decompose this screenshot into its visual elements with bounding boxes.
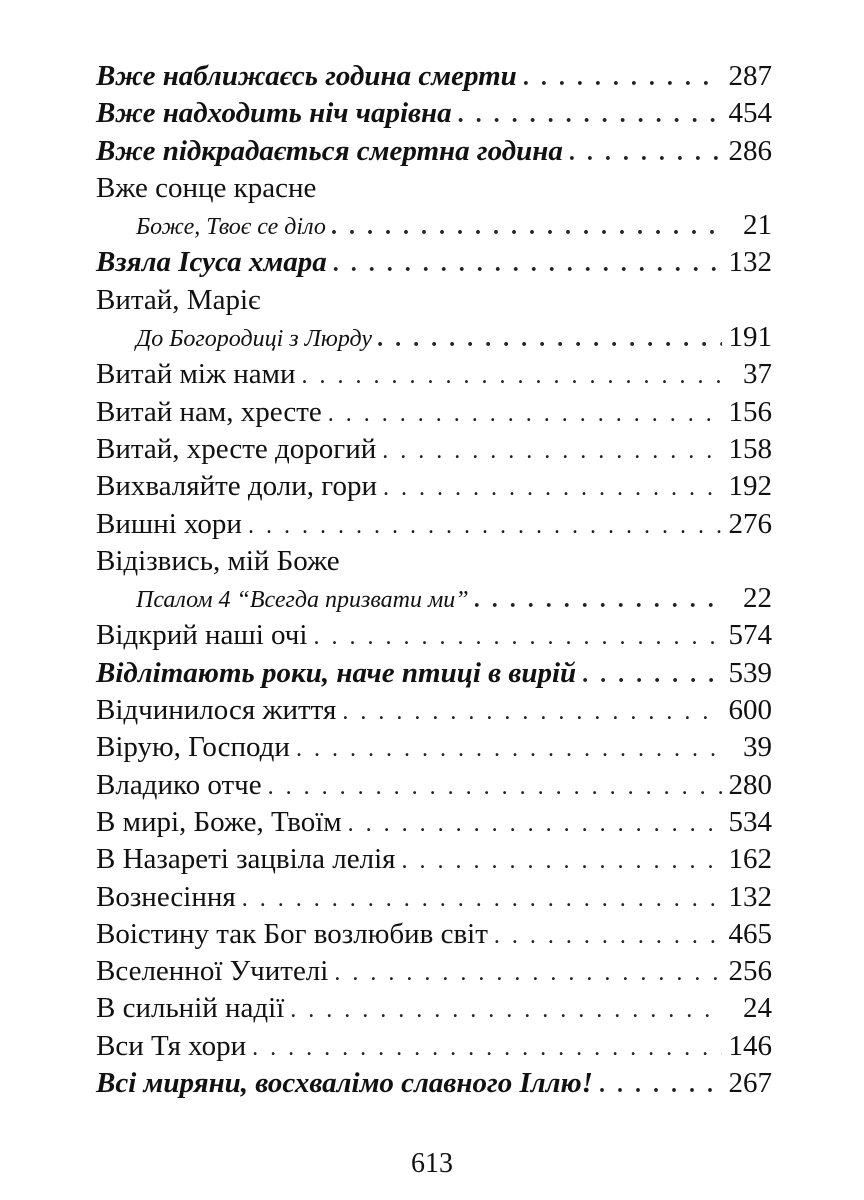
entry-page-number: 24	[743, 992, 772, 1025]
index-entry	[96, 1065, 772, 1102]
index-entry	[96, 356, 772, 393]
dot-leader	[523, 60, 722, 97]
entry-page-number: 192	[728, 470, 772, 503]
entry-title: Вже наближаєсь година смерти	[96, 60, 517, 92]
entry-page-number: 156	[728, 395, 772, 428]
page-number: 613	[411, 1148, 453, 1179]
entry-title: В сильній надії	[96, 992, 285, 1025]
entry-page-number: 21	[743, 209, 772, 242]
entry-page-number: 37	[743, 358, 772, 391]
entry-title: Вихваляйте доли, гори	[96, 470, 377, 503]
entry-title: Вже надходить ніч чарівна	[96, 97, 452, 130]
entry-title: До Богородиці з Люрду	[136, 326, 372, 353]
entry-page-number: 287	[728, 60, 772, 92]
entry-page-number: 454	[728, 97, 772, 130]
entry-page-number: 465	[728, 917, 772, 950]
dot-leader	[342, 694, 722, 731]
entry-title: Взяла Ісуса хмара	[96, 246, 327, 279]
dot-leader	[383, 470, 722, 507]
index-entry	[96, 841, 772, 878]
index-entry	[96, 468, 772, 505]
index-entry	[96, 804, 772, 841]
index-entry	[96, 170, 772, 207]
entry-title: Воістину так Бог возлюбив світ	[96, 917, 488, 950]
dot-leader	[252, 1030, 722, 1067]
dot-leader	[328, 396, 722, 433]
entry-title: Відізвись, мій Боже	[96, 544, 340, 577]
entry-title: Відлітають роки, наче птиці в вирій	[96, 656, 577, 689]
entry-page-number: 534	[728, 805, 772, 838]
index-subentry	[96, 207, 772, 244]
entry-page-number: 191	[728, 321, 772, 354]
dot-leader	[582, 657, 722, 694]
index-entry	[96, 879, 772, 916]
index-entry	[96, 95, 772, 132]
dot-leader	[569, 135, 722, 172]
index-entry	[96, 990, 772, 1027]
index-entry	[96, 58, 772, 95]
entry-title: Витай, Маріє	[96, 283, 261, 316]
entry-title: Відкрий наші очі	[96, 619, 308, 652]
entry-page-number: 276	[728, 507, 772, 540]
entry-title: Витай нам, хресте	[96, 395, 322, 428]
index-entry	[96, 729, 772, 766]
entry-page-number: 286	[728, 134, 772, 167]
entry-page-number: 158	[728, 432, 772, 465]
entry-page-number: 39	[743, 731, 772, 764]
entry-page-number: 280	[728, 768, 772, 801]
dot-leader	[458, 97, 722, 134]
entry-page-number: 267	[728, 1067, 772, 1100]
entry-page-number: 146	[728, 1029, 772, 1062]
entry-title: Вси Тя хори	[96, 1029, 247, 1062]
index-list	[96, 58, 772, 1102]
dot-leader	[382, 433, 722, 470]
index-entry	[96, 953, 772, 990]
entry-title: Вселенної Учителі	[96, 955, 329, 988]
dot-leader	[248, 508, 722, 545]
index-entry	[96, 543, 772, 580]
entry-title: Боже, Твоє се діло	[136, 214, 326, 241]
index-entry	[96, 655, 772, 692]
entry-page-number: 132	[728, 246, 772, 279]
index-entry	[96, 431, 772, 468]
dot-leader	[302, 358, 723, 395]
index-entry	[96, 244, 772, 281]
dot-leader	[599, 1067, 722, 1104]
dot-leader	[332, 209, 722, 246]
dot-leader	[268, 769, 722, 806]
index-entry	[96, 916, 772, 953]
entry-page-number: 256	[728, 955, 772, 988]
index-entry	[96, 692, 772, 729]
index-entry	[96, 617, 772, 654]
index-entry	[96, 133, 772, 170]
entry-page-number: 162	[728, 843, 772, 876]
entry-title: Вже сонце красне	[96, 171, 317, 204]
entry-page-number: 600	[728, 694, 772, 727]
dot-leader	[475, 582, 722, 619]
dot-leader	[334, 955, 722, 992]
dot-leader	[494, 918, 722, 955]
entry-title: В мирі, Боже, Твоїм	[96, 805, 342, 838]
dot-leader	[242, 881, 722, 918]
index-entry	[96, 282, 772, 319]
entry-page-number: 539	[728, 656, 772, 689]
entry-title: Вознесіння	[96, 880, 236, 913]
entry-title: Витай, хресте дорогий	[96, 432, 377, 465]
index-subentry	[96, 319, 772, 356]
entry-title: В Назареті зацвіла лелія	[96, 843, 396, 876]
index-entry	[96, 767, 772, 804]
dot-leader	[296, 731, 722, 768]
entry-page-number: 22	[743, 582, 772, 615]
dot-leader	[290, 992, 722, 1029]
entry-title: Вишні хори	[96, 507, 242, 540]
dot-leader	[348, 806, 722, 843]
entry-title: Вже підкрадається смертна година	[96, 134, 563, 167]
entry-title: Всі миряни, восхвалімо славного Іллю!	[96, 1067, 593, 1100]
entry-page-number: 574	[728, 619, 772, 652]
entry-page-number: 132	[728, 880, 772, 913]
entry-title: Вірую, Господи	[96, 731, 290, 764]
entry-title: Псалом 4 “Всегда призвати ми”	[136, 587, 469, 614]
dot-leader	[402, 843, 723, 880]
dot-leader	[313, 619, 722, 656]
entry-title: Владико отче	[96, 768, 262, 801]
index-entry	[96, 1028, 772, 1065]
entry-title: Витай між нами	[96, 358, 296, 391]
index-entry	[96, 394, 772, 431]
index-subentry	[96, 580, 772, 617]
entry-title: Відчинилося життя	[96, 694, 337, 727]
dot-leader	[378, 321, 722, 358]
dot-leader	[333, 246, 722, 283]
index-entry	[96, 506, 772, 543]
